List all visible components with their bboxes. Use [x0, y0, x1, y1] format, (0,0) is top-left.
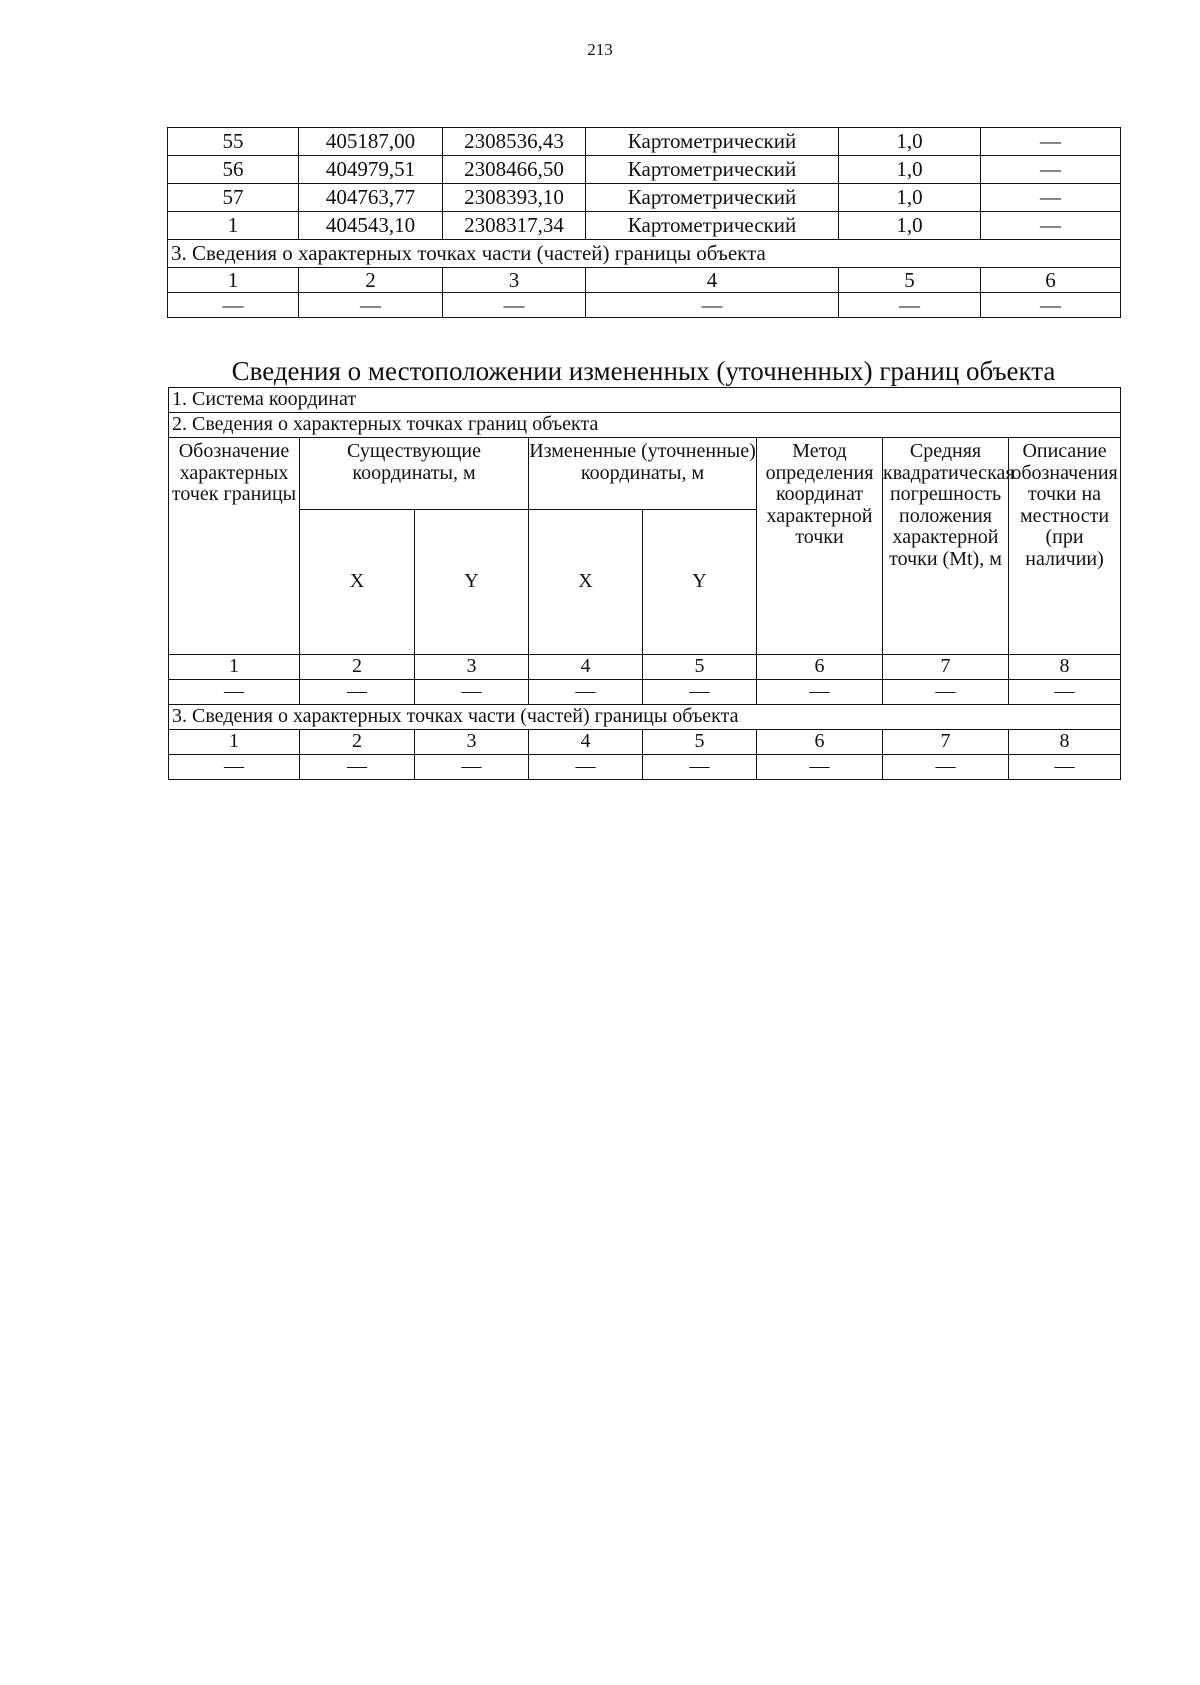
error-cell: 1,0: [839, 212, 981, 240]
description-cell: —: [981, 156, 1121, 184]
column-number: 1: [169, 655, 300, 680]
column-number: 8: [1009, 730, 1121, 755]
column-number: 6: [757, 655, 883, 680]
error-cell: 1,0: [839, 128, 981, 156]
dash-cell: —: [757, 680, 883, 705]
dash-cell: —: [443, 293, 586, 318]
column-number: 6: [757, 730, 883, 755]
error-cell: 1,0: [839, 184, 981, 212]
dash-cell: —: [839, 293, 981, 318]
dash-cell: —: [415, 755, 529, 780]
error-cell: 1,0: [839, 156, 981, 184]
x-cell: 404543,10: [299, 212, 443, 240]
existing-x-header: X: [300, 510, 415, 655]
page-number: 213: [587, 40, 613, 59]
column-number: 5: [839, 268, 981, 293]
point-cell: 57: [168, 184, 299, 212]
column-number: 5: [643, 655, 757, 680]
x-cell: 405187,00: [299, 128, 443, 156]
existing-coordinates-header: Существующие координаты, м: [300, 438, 529, 510]
dash-cell: —: [1009, 755, 1121, 780]
method-cell: Картометрический: [586, 156, 839, 184]
column-numbers-row: [168, 268, 1121, 293]
y-cell: 2308536,43: [443, 128, 586, 156]
point-cell: 56: [168, 156, 299, 184]
table-row: [168, 156, 1121, 184]
dash-cell: —: [1009, 680, 1121, 705]
method-header: Метод определения координат характерной точки: [757, 438, 883, 655]
column-number: 4: [586, 268, 839, 293]
section-3-heading: 3. Сведения о характерных точках части (частей) границы объекта: [168, 240, 1121, 268]
column-number: 1: [168, 268, 299, 293]
dash-cell: —: [169, 680, 300, 705]
x-cell: 404763,77: [299, 184, 443, 212]
changed-boundaries-table: [168, 387, 1121, 780]
changed-y-header: Y: [643, 510, 757, 655]
section-2-heading: 2. Сведения о характерных точках границ объекта: [169, 413, 1121, 438]
method-cell: Картометрический: [586, 128, 839, 156]
dash-cell: —: [883, 680, 1009, 705]
column-number: 2: [299, 268, 443, 293]
point-cell: 55: [168, 128, 299, 156]
y-cell: 2308317,34: [443, 212, 586, 240]
column-number: 3: [443, 268, 586, 293]
column-number: 4: [529, 655, 643, 680]
empty-row: [169, 755, 1121, 780]
table-row: [168, 128, 1121, 156]
point-cell: 1: [168, 212, 299, 240]
dash-cell: —: [883, 755, 1009, 780]
boundary-points-table: [167, 127, 1121, 318]
point-description-header: Описание обозначения точки на местности (при наличии): [1009, 438, 1121, 655]
table-row: [168, 212, 1121, 240]
x-cell: 404979,51: [299, 156, 443, 184]
dash-cell: —: [168, 293, 299, 318]
column-number: 3: [415, 730, 529, 755]
column-number: 2: [300, 730, 415, 755]
column-number: 1: [169, 730, 300, 755]
dash-cell: —: [757, 755, 883, 780]
table-row: [168, 184, 1121, 212]
column-number: 5: [643, 730, 757, 755]
dash-cell: —: [586, 293, 839, 318]
column-number: 2: [300, 655, 415, 680]
column-numbers-row: [169, 730, 1121, 755]
description-cell: —: [981, 128, 1121, 156]
dash-cell: —: [529, 680, 643, 705]
section-3-heading: 3. Сведения о характерных точках части (частей) границы объекта: [169, 705, 1121, 730]
column-number: 3: [415, 655, 529, 680]
column-number: 8: [1009, 655, 1121, 680]
column-number: 7: [883, 730, 1009, 755]
point-designation-header: Обозначение характерных точек границы: [169, 438, 300, 655]
column-numbers-row: [169, 655, 1121, 680]
dash-cell: —: [300, 755, 415, 780]
description-cell: —: [981, 212, 1121, 240]
description-cell: —: [981, 184, 1121, 212]
dash-cell: —: [169, 755, 300, 780]
dash-cell: —: [981, 293, 1121, 318]
column-number: 4: [529, 730, 643, 755]
empty-row: [168, 293, 1121, 318]
y-cell: 2308466,50: [443, 156, 586, 184]
dash-cell: —: [529, 755, 643, 780]
changed-x-header: X: [529, 510, 643, 655]
dash-cell: —: [643, 755, 757, 780]
column-number: 7: [883, 655, 1009, 680]
y-cell: 2308393,10: [443, 184, 586, 212]
section-row: [168, 240, 1121, 268]
coordinate-system-heading: 1. Система координат: [169, 388, 1121, 413]
empty-row: [169, 680, 1121, 705]
header-row: [169, 438, 1121, 510]
existing-y-header: Y: [415, 510, 529, 655]
dash-cell: —: [300, 680, 415, 705]
method-cell: Картометрический: [586, 212, 839, 240]
method-cell: Картометрический: [586, 184, 839, 212]
dash-cell: —: [299, 293, 443, 318]
dash-cell: —: [415, 680, 529, 705]
section-title: Сведения о местоположении измененных (уточненных) границ объекта: [231, 356, 1056, 386]
mean-error-header: Средняя квадратическая погрешность положения характерной точки (Mt), м: [883, 438, 1009, 655]
changed-coordinates-header: Измененные (уточненные) координаты, м: [529, 438, 757, 510]
column-number: 6: [981, 268, 1121, 293]
dash-cell: —: [643, 680, 757, 705]
